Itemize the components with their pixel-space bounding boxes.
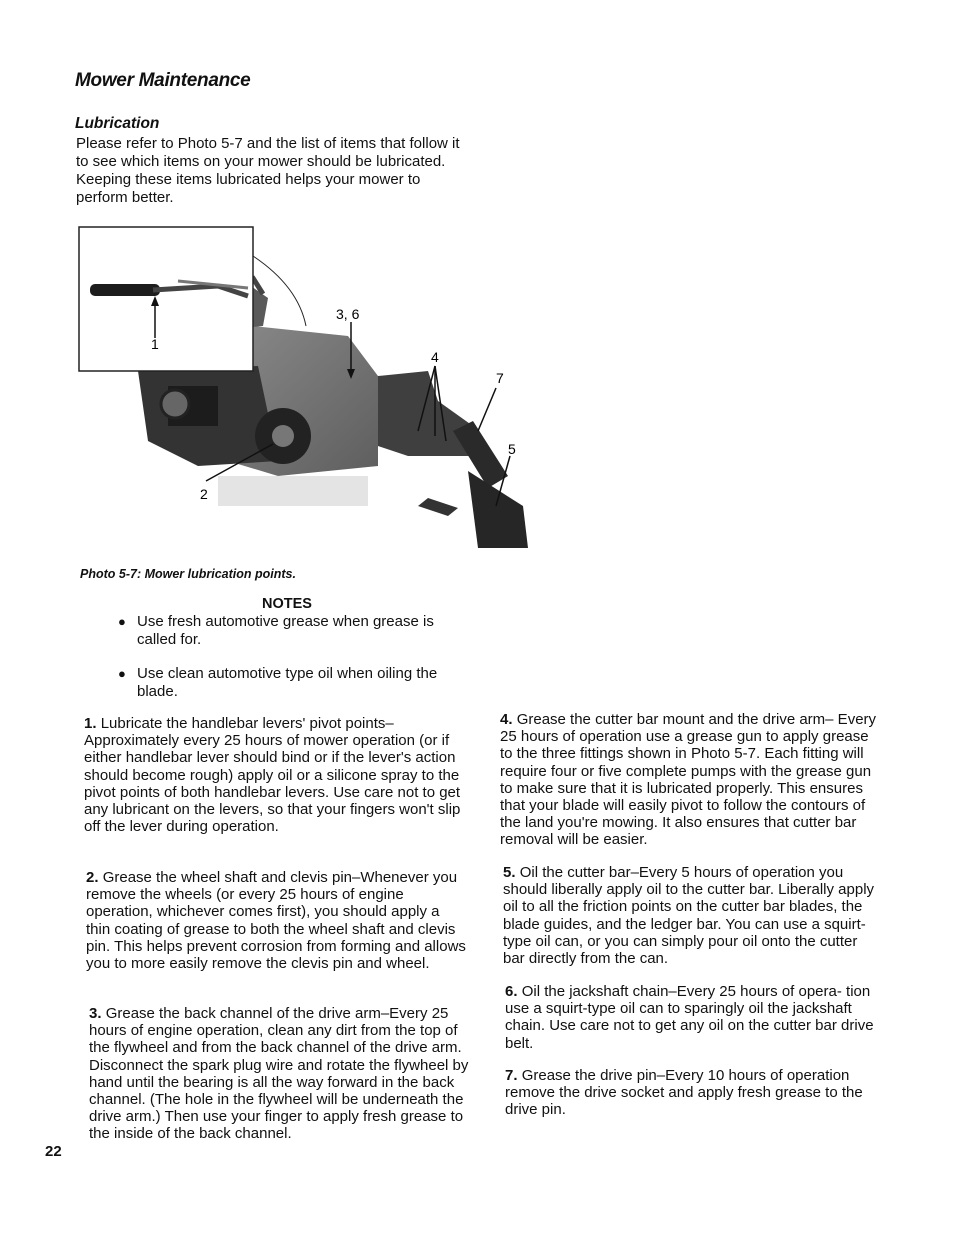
- callout-2: 2: [200, 486, 208, 502]
- note-text: Use clean automotive type oil when oiling the blade.: [137, 665, 438, 700]
- step-text: Grease the wheel shaft and clevis pin–Whenever you remove the wheels (or every 25 hours of engine operation, whichever comes first), you should apply a thin coating of grease to both the wheel shaft and clevis pin. This helps prevent corrosion from forming and allows you to more easily remove the clevis pin and wheel.: [86, 869, 466, 973]
- step-text: Oil the cutter bar–Every 5 hours of operation you should liberally apply oil to the cutter bar. Liberally apply oil to all the friction points on the cutter bar blades, the blade guides, and the ledger bar. You can use a squirt-type oil can, or you can simply pour oil onto the cutter bar directly from the can.: [503, 864, 875, 968]
- intro-paragraph: Please refer to Photo 5-7 and the list of items that follow it to see which items on your mower should be lubricated. Keeping these items lubricated helps your mower to perform better.: [76, 135, 460, 206]
- page-number: 22: [45, 1143, 62, 1160]
- step-text: Grease the drive pin–Every 10 hours of operation remove the drive socket and apply fresh grease to the drive pin.: [505, 1067, 863, 1119]
- step-4: [500, 711, 880, 849]
- step-text: Oil the jackshaft chain–Every 25 hours of opera- tion use a squirt-type oil can to sparingly oil the jackshaft chain. Use care not to get any oil on the cutter bar drive belt.: [505, 983, 874, 1052]
- page-heading: Mower Maintenance: [75, 70, 251, 91]
- note-item: [118, 613, 477, 649]
- step-number: 2.: [86, 869, 99, 886]
- step-number: 5.: [503, 864, 516, 881]
- step-3: [89, 1005, 470, 1143]
- bullet-icon: ●: [118, 666, 126, 681]
- step-7: [505, 1067, 880, 1119]
- note-text: Use fresh automotive grease when grease is called for.: [137, 613, 434, 648]
- step-text: Grease the cutter bar mount and the drive arm– Every 25 hours of operation use a grease gun to apply grease to the three fittings shown in Photo 5-7. Each fitting will require four or five complete pumps with the grease gun to make sure that it is lubricated properly. This ensures that your blade will easily pivot to follow the contours of the land you're mowing. It also ensures that cutter bar removal will be easier.: [500, 711, 877, 849]
- step-number: 6.: [505, 983, 518, 1000]
- note-item: [118, 665, 477, 701]
- callout-5: 5: [508, 441, 516, 457]
- step-number: 3.: [89, 1005, 102, 1022]
- step-2: [86, 869, 466, 972]
- callout-4: 4: [431, 349, 439, 365]
- notes-title: NOTES: [262, 596, 312, 612]
- step-1: [84, 715, 464, 835]
- step-number: 1.: [84, 715, 97, 732]
- callout-1: 1: [151, 336, 159, 352]
- photo-caption: Photo 5-7: Mower lubrication points.: [80, 567, 296, 581]
- step-6: [505, 983, 875, 1052]
- mower-photo: [78, 226, 533, 552]
- section-subheading: Lubrication: [75, 115, 160, 132]
- callout-7: 7: [496, 370, 504, 386]
- bullet-icon: ●: [118, 614, 126, 629]
- step-text: Lubricate the handlebar levers' pivot points– Approximately every 25 hours of mower operation (or if either handlebar lever should bind or if the lever's action should become rough) apply oil or a silicone spray to the pivot points of both handlebar levers. Use care not to get any lubricant on the levers, so that your fingers won't slip off the lever during operation.: [84, 715, 461, 836]
- step-5: [503, 864, 880, 967]
- mower-photo-illustration: [78, 226, 533, 552]
- step-text: Grease the back channel of the drive arm–Every 25 hours of engine operation, clean any dirt from the top of the flywheel and from the back channel of the drive arm. Disconnect the spark plug wire and rotate the flywheel by hand until the bearing is all the way forward in the back channel. (The hole in the flywheel will be underneath the drive arm.) Then use your finger to apply fresh grease to the inside of the back channel.: [89, 1005, 469, 1143]
- step-number: 4.: [500, 711, 513, 728]
- step-number: 7.: [505, 1067, 518, 1084]
- callout-3-6: 3, 6: [336, 306, 360, 322]
